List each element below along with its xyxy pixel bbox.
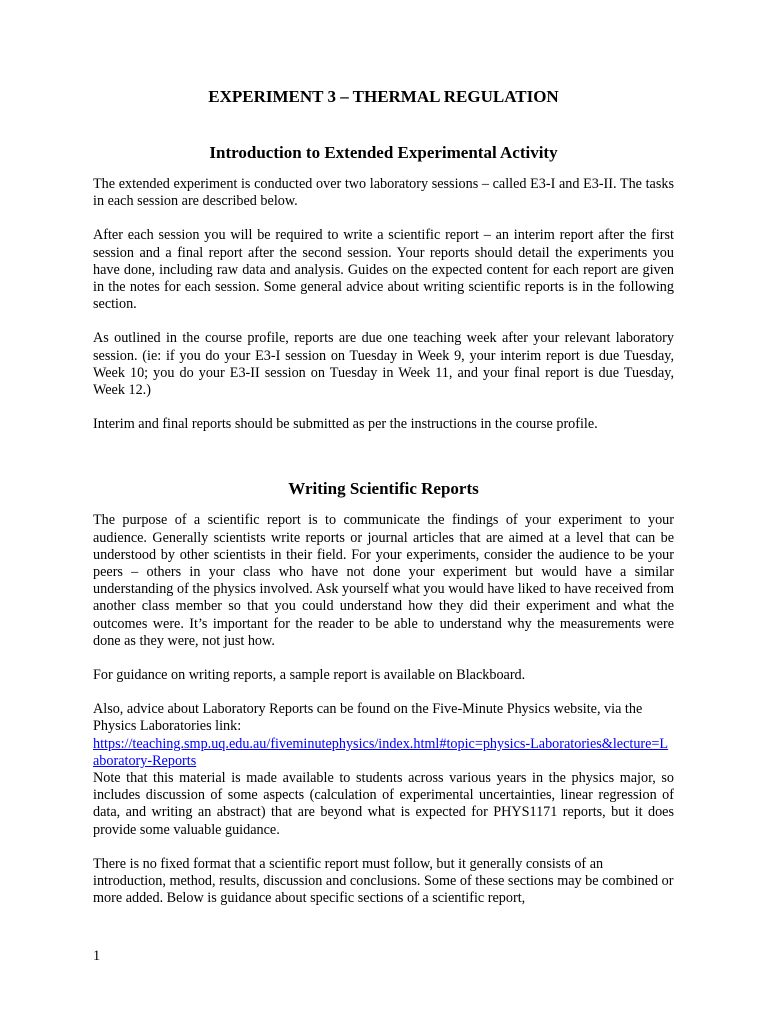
link-paragraph: [93, 736, 674, 770]
writing-paragraph-2: For guidance on writing reports, a sample report is available on Blackboard.: [93, 667, 526, 684]
intro-paragraph-2: After each session you will be required to write a scientific report – an interim report after the first session and a final report after the second session. Your reports should detail the experiments you have done, including raw data and analysis. Guides on the expected content for each report are given in the notes for each session. Some general advice about writing scientific reports is in the following section.: [93, 227, 674, 313]
note-paragraph: Note that this material is made available to students across various years in the physics major, so includes discussion of some aspects (calculation of experimental uncertainties, linear regression of data, and writing an abstract) that are beyond what is expected for PHYS1171 reports, but it does provide some valuable guidance.: [93, 770, 674, 838]
page-content: [93, 85, 674, 908]
intro-paragraph-1: The extended experiment is conducted over two laboratory sessions – called E3-I and E3-II. The tasks in each session are described below.: [93, 176, 674, 210]
intro-paragraph-4: Interim and final reports should be submitted as per the instructions in the course profile.: [93, 416, 598, 433]
document-title: EXPERIMENT 3 – THERMAL REGULATION: [208, 87, 559, 106]
page-number: 1: [93, 948, 101, 964]
intro-heading: Introduction to Extended Experimental Activity: [209, 143, 558, 162]
writing-paragraph-1: The purpose of a scientific report is to communicate the findings of your experiment to your audience. Generally scientists write reports or journal articles that are aimed at a level that can be understood by other scientists in their field. For your experiments, consider the audience to be your peers – others in your class who have not done your experiment but would have a similar understanding of the physics involved. Ask yourself what you would have liked to have received from another class member so that you could understand how they did their experiment and what the outcomes were. It’s important for the reader to be able to understand why the measurements were done as they were, not just how.: [93, 512, 674, 649]
five-minute-physics-link[interactable]: https://teaching.smp.uq.edu.au/fiveminutephysics/index.html#topic=physics-Laboratories&lecture=Laboratory-Reports: [93, 735, 669, 769]
advice-intro: Also, advice about Laboratory Reports can be found on the Five-Minute Physics website, via the Physics Laboratories link:: [93, 701, 643, 735]
closing-paragraph: There is no fixed format that a scientific report must follow, but it generally consists of an introduction, method, results, discussion and conclusions. Some of these sections may be combined or more added. Below is guidance about specific sections of a scientific report,: [93, 855, 674, 907]
intro-paragraph-3: As outlined in the course profile, reports are due one teaching week after your relevant laboratory session. (ie: if you do your E3-I session on Tuesday in Week 9, your interim report is due Tuesday, Week 10; you do your E3-II session on Tuesday in Week 11, and your final report is due Tuesday, Week 12.): [93, 330, 674, 399]
writing-heading: Writing Scientific Reports: [288, 479, 479, 499]
